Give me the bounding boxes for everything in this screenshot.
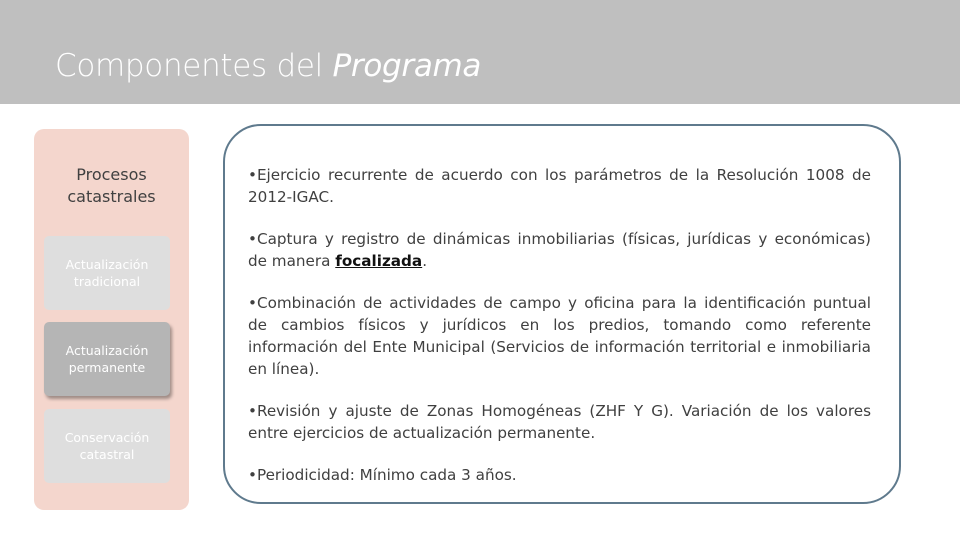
process-item-actualizacion-permanente[interactable] (44, 322, 170, 396)
heading-line-2: catastrales (67, 187, 156, 206)
heading-line-1: Procesos (76, 165, 147, 184)
process-item-line-1: Actualización (65, 343, 149, 358)
process-item-line-2: permanente (68, 360, 146, 375)
process-item-actualizacion-tradicional[interactable] (44, 236, 170, 310)
bullet-item: •Revisión y ajuste de Zonas Homogéneas (ZHF Y G). Variación de los valores entre ejercicios de actualización permanente. (248, 402, 871, 442)
process-item-conservacion-catastral[interactable] (44, 409, 170, 483)
bullet-list (248, 164, 871, 506)
process-item-line-2: tradicional (73, 274, 141, 289)
bullet-item (248, 228, 871, 272)
slide-title-italic: Programa (332, 48, 482, 84)
process-item-line-1: Actualización (65, 257, 149, 272)
bullet-item: •Combinación de actividades de campo y oficina para la identificación puntual de cambios físicos y jurídicos en los predios, tomando como referente información del Ente Municipal (Servicios de información territorial e inmobiliaria en línea). (248, 294, 871, 378)
process-item-line-2: catastral (79, 447, 135, 462)
bullet-item: •Periodicidad: Mínimo cada 3 años. (248, 466, 517, 484)
bullet-item: •Ejercicio recurrente de acuerdo con los parámetros de la Resolución 1008 de 2012-IGAC. (248, 166, 871, 206)
slide-title-regular: Componentes del (55, 48, 333, 84)
process-panel-heading (34, 164, 189, 208)
bullet-emphasis: focalizada (335, 252, 423, 270)
slide-title (55, 48, 481, 84)
bullet-text: •Captura y registro de dinámicas inmobiliarias (físicas, jurídicas y económicas) de manera (248, 230, 871, 270)
bullet-text-end: . (422, 252, 428, 270)
process-item-line-1: Conservación (64, 430, 150, 445)
